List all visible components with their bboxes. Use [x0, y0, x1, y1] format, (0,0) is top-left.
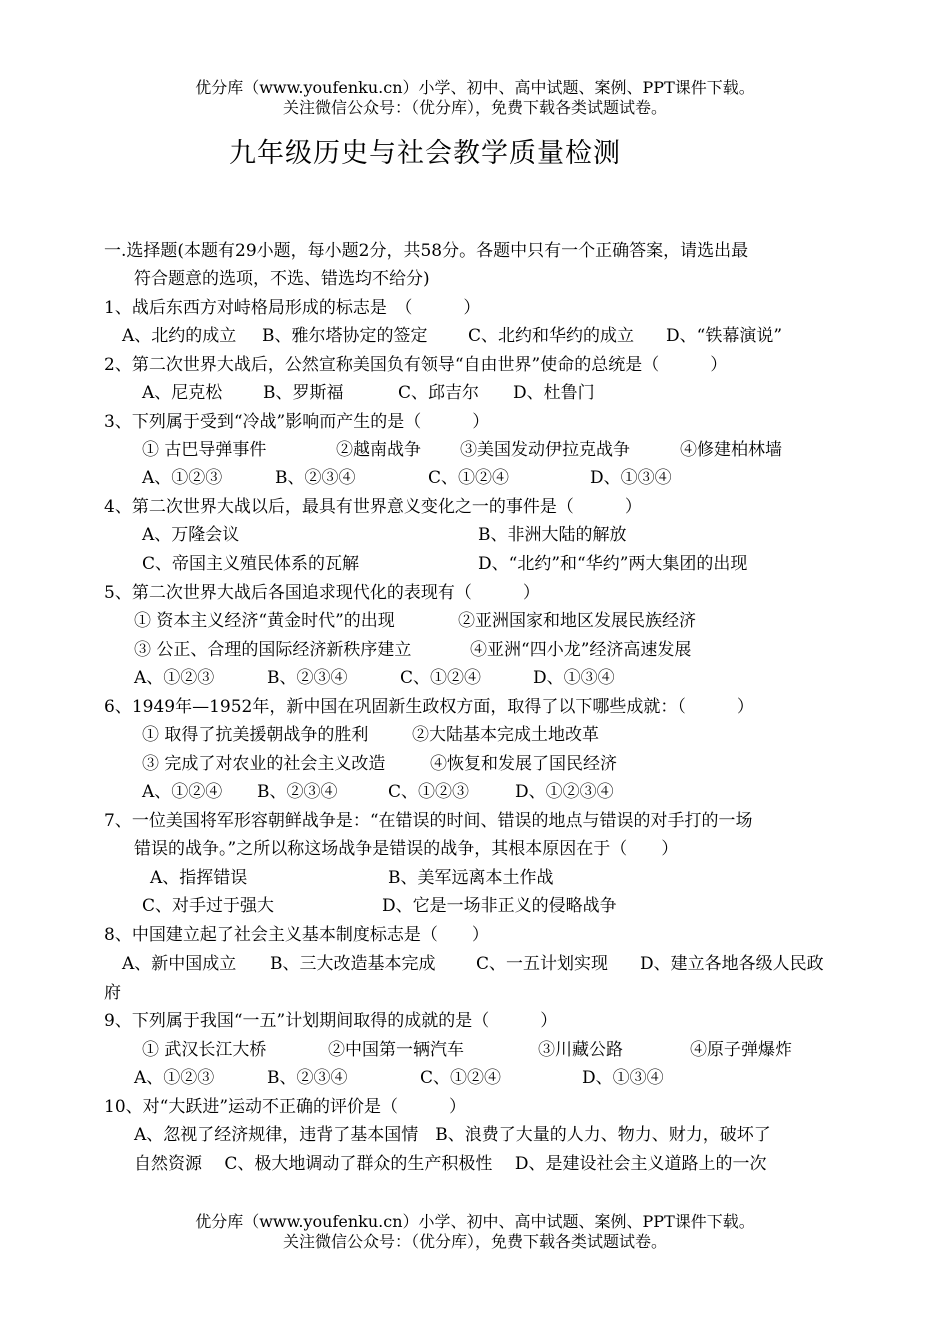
question-3-stem: 3、下列属于受到“冷战”影响而产生的是（ ） [104, 412, 490, 432]
option-a: A、尼克松 [142, 383, 223, 403]
option-b: B、②③④ [257, 782, 338, 802]
option-c: C、一五计划实现 [476, 954, 609, 974]
option-b: B、②③④ [267, 668, 348, 688]
option-d: D、“北约”和“华约”两大集团的出现 [478, 554, 748, 574]
question-5-stem: 5、第二次世界大战后各国追求现代化的表现有（ ） [104, 583, 540, 603]
option-b: B、雅尔塔协定的签定 [262, 326, 428, 346]
item-3: ③川藏公路 [538, 1040, 623, 1060]
question-1-stem: 1、战后东西方对峙格局形成的标志是 （ ） [104, 298, 481, 318]
header-line-2: 关注微信公众号：（优分库），免费下载各类试题试卷。 [282, 98, 667, 117]
item-2: ②越南战争 [336, 440, 421, 460]
footer-line-1: 优分库（www.youfenku.cn）小学、初中、高中试题、案例、PPT课件下载。 [195, 1212, 755, 1231]
option-c: C、帝国主义殖民体系的瓦解 [142, 554, 360, 574]
question-10-options-line-1: A、忽视了经济规律，违背了基本国情 B、浪费了大量的人力、物力、财力，破坏了 [134, 1125, 771, 1145]
section-instruction-line-2: 符合题意的选项，不选、错选均不给分) [134, 269, 430, 289]
option-b: B、非洲大陆的解放 [478, 525, 627, 545]
question-4-stem: 4、第二次世界大战以后，最具有世界意义变化之一的事件是（ ） [104, 497, 642, 517]
option-a: A、①②③ [142, 468, 223, 488]
option-a: A、万隆会议 [142, 525, 240, 545]
option-c: C、对手过于强大 [142, 896, 275, 916]
question-7-stem-line-2: 错误的战争。”之所以称这场战争是错误的战争，其根本原因在于（ ） [134, 839, 679, 859]
option-d: D、建立各地各级人民政 [640, 954, 824, 974]
option-b: B、②③④ [267, 1068, 348, 1088]
option-a: A、①②③ [134, 1068, 215, 1088]
item-4: ④原子弹爆炸 [690, 1040, 792, 1060]
option-d: D、它是一场非正义的侵略战争 [382, 896, 617, 916]
item-3: ③ 公正、合理的国际经济新秩序建立 [134, 640, 412, 660]
option-c: C、北约和华约的成立 [468, 326, 635, 346]
option-b: B、②③④ [275, 468, 356, 488]
item-2: ②大陆基本完成土地改革 [412, 725, 599, 745]
item-1: ① 资本主义经济“黄金时代”的出现 [134, 611, 395, 631]
option-c: C、①②③ [388, 782, 470, 802]
item-2: ②中国第一辆汽车 [328, 1040, 464, 1060]
option-b: B、罗斯福 [263, 383, 344, 403]
option-c: C、邱吉尔 [398, 383, 480, 403]
option-d: D、①③④ [533, 668, 615, 688]
option-a: A、指挥错误 [150, 868, 248, 888]
item-4: ④亚洲“四小龙”经济高速发展 [470, 640, 692, 660]
question-8-stem: 8、中国建立起了社会主义基本制度标志是（ ） [104, 925, 489, 945]
footer-line-2: 关注微信公众号：（优分库），免费下载各类试题试卷。 [282, 1232, 667, 1251]
item-1: ① 取得了抗美援朝战争的胜利 [142, 725, 369, 745]
question-6-stem: 6、1949年—1952年，新中国在巩固新生政权方面，取得了以下哪些成就：（ ） [104, 697, 754, 717]
option-a: A、北约的成立 [122, 326, 237, 346]
option-a: A、新中国成立 [122, 954, 237, 974]
question-8-option-d-continuation: 府 [104, 983, 121, 1003]
option-c: C、①②④ [428, 468, 510, 488]
option-d: D、①②③④ [515, 782, 614, 802]
option-d: D、“铁幕演说” [666, 326, 783, 346]
question-2-stem: 2、第二次世界大战后，公然宣称美国负有领导“自由世界”使命的总统是（ ） [104, 355, 728, 375]
item-4: ④恢复和发展了国民经济 [430, 754, 617, 774]
item-3: ③美国发动伊拉克战争 [460, 440, 630, 460]
item-1: ① 武汉长江大桥 [142, 1040, 267, 1060]
page-title: 九年级历史与社会教学质量检测 [229, 138, 621, 169]
item-2: ②亚洲国家和地区发展民族经济 [458, 611, 696, 631]
header-line-1: 优分库（www.youfenku.cn）小学、初中、高中试题、案例、PPT课件下载。 [195, 78, 755, 97]
item-1: ① 古巴导弹事件 [142, 440, 267, 460]
option-a: A、①②④ [142, 782, 223, 802]
option-a: A、①②③ [134, 668, 215, 688]
option-d: D、杜鲁门 [513, 383, 595, 403]
section-instruction-line-1: 一.选择题(本题有29小题，每小题2分，共58分。各题中只有一个正确答案，请选出最 [104, 241, 749, 261]
item-4: ④修建柏林墙 [680, 440, 782, 460]
option-d: D、①③④ [582, 1068, 664, 1088]
question-10-stem: 10、对“大跃进”运动不正确的评价是（ ） [104, 1097, 467, 1117]
option-c: C、①②④ [400, 668, 482, 688]
question-10-options-line-2: 自然资源 C、极大地调动了群众的生产积极性 D、是建设社会主义道路上的一次 [134, 1154, 767, 1174]
item-3: ③ 完成了对农业的社会主义改造 [142, 754, 386, 774]
question-9-stem: 9、下列属于我国“一五”计划期间取得的成就的是（ ） [104, 1011, 558, 1031]
option-b: B、美军远离本土作战 [388, 868, 554, 888]
question-7-stem-line-1: 7、一位美国将军形容朝鲜战争是：“在错误的时间、错误的地点与错误的对手打的一场 [104, 811, 753, 831]
option-d: D、①③④ [590, 468, 672, 488]
option-c: C、①②④ [420, 1068, 502, 1088]
option-b: B、三大改造基本完成 [270, 954, 436, 974]
